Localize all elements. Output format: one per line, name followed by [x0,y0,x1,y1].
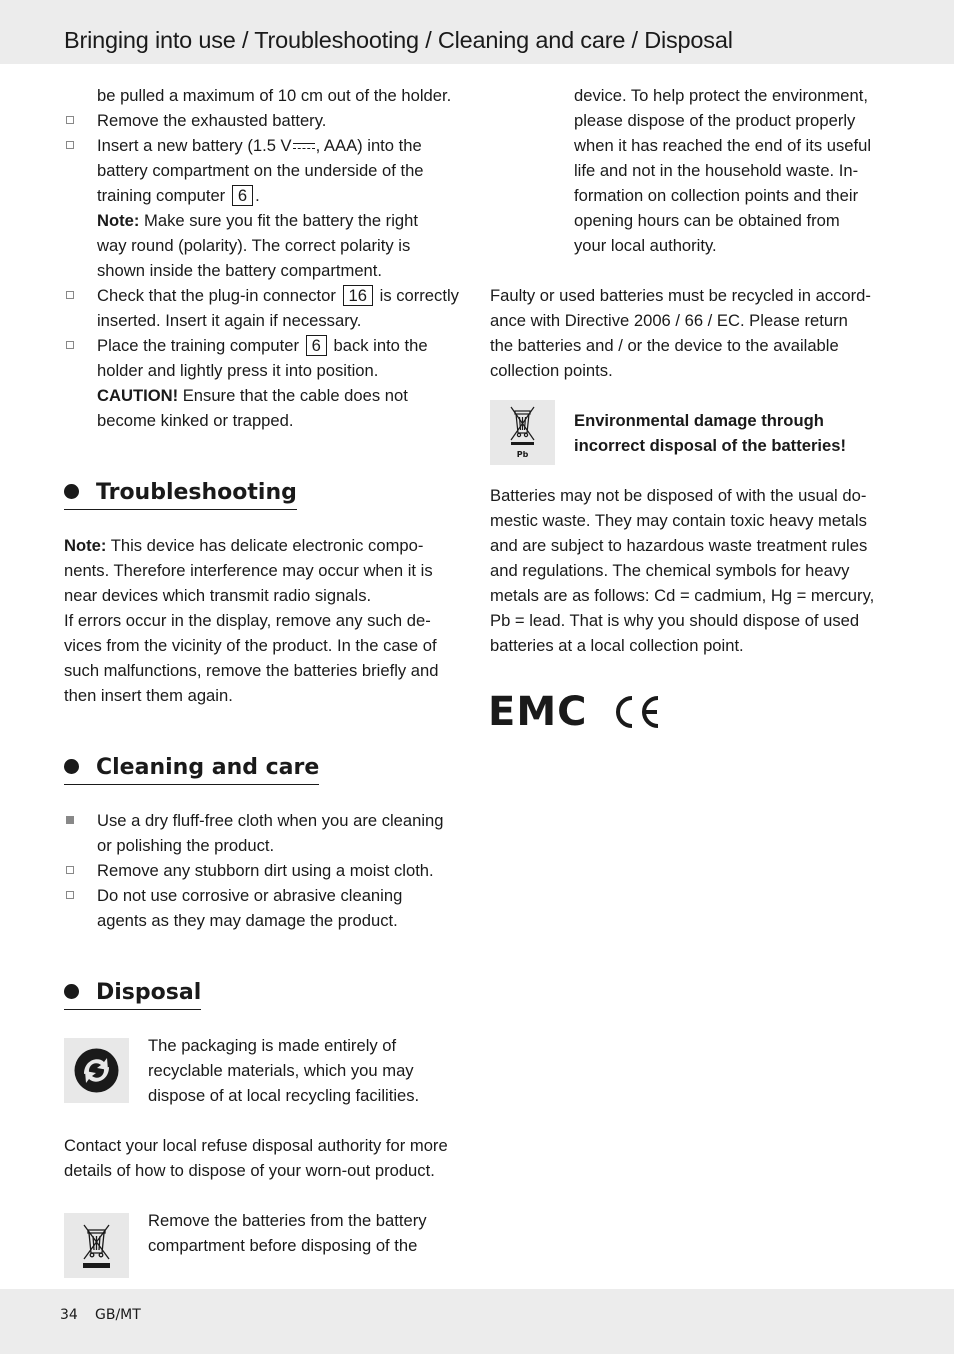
page-number: 34 [60,1307,78,1323]
section-bullet-icon [64,759,79,774]
emc-logo: EMC [488,689,588,735]
paragraph-line: Contact your local refuse disposal authority for more [64,1136,448,1155]
list-item [97,133,422,158]
paragraph-line: Faulty or used batteries must be recycled in accord- [490,286,871,305]
section-heading-troubleshooting [64,480,297,510]
note-text: This device has delicate electronic compo- [106,536,424,555]
paragraph-line: when it has reached the end of its useful [574,136,872,155]
page-title: Bringing into use / Troubleshooting / Cleaning and care / Disposal [64,27,733,53]
list-item: Remove the exhausted battery. [97,111,327,130]
paragraph-line: then insert them again. [64,686,233,705]
paragraph-line: If errors occur in the display, remove any such de- [64,611,431,630]
paragraph-line: the batteries and / or the device to the available [490,336,839,355]
paragraph-line: formation on collection points and their [574,186,859,205]
insert-text-b: , AAA) into the [315,136,422,155]
note-label: Note: [97,211,140,230]
check-text-a: Check that the plug-in connector [97,286,336,305]
paragraph-line: metals are as follows: Cd = cadmium, Hg = mercury, [490,586,875,605]
footer-bar [0,1289,954,1354]
paragraph-line: recyclable materials, which you may [148,1061,414,1080]
check-text-b: is correctly [379,286,459,305]
list-item: Use a dry fluff-free cloth when you are cleaning [97,811,444,830]
paragraph-line: Pb = lead. That is why you should dispose of used [490,611,860,630]
caution-text: Ensure that the cable does not [178,386,408,405]
paragraph-line: Remove the batteries from the battery [148,1211,427,1230]
insert-text-d: training computer [97,186,226,205]
paragraph-line: and regulations. The chemical symbols for heavy [490,561,850,580]
paragraph-line: nents. Therefore interference may occur when it is [64,561,433,580]
list-item: Do not use corrosive or abrasive cleaning [97,886,403,905]
list-item: Remove any stubborn dirt using a moist cloth. [97,861,434,880]
bullet-icon [66,866,74,874]
paragraph-line: mestic waste. They may contain toxic heavy metals [490,511,867,530]
paragraph-line: The packaging is made entirely of [148,1036,397,1055]
caution-label: CAUTION! [97,386,179,405]
paragraph-line: and are subject to hazardous waste treatment rules [490,536,868,555]
warning-line: Environmental damage through [574,411,824,430]
section-heading-cleaning [64,755,319,785]
paragraph-line: life and not in the household waste. In- [574,161,859,180]
list-item-cont: agents as they may damage the product. [97,911,398,930]
list-item [97,283,459,308]
list-item [97,333,428,358]
section-bullet-icon [64,984,79,999]
paragraph-line: details of how to dispose of your worn-out product. [64,1161,435,1180]
section-bullet-icon [64,484,79,499]
note-label: Note: [64,536,107,555]
bullet-icon [66,341,74,349]
paragraph-line: collection points. [490,361,613,380]
pb-label: Pb [516,450,529,459]
bullet-icon [66,291,74,299]
bullet-icon [66,891,74,899]
paragraph-line: Batteries may not be disposed of with the usual do- [490,486,867,505]
insert-text-a: Insert a new battery (1.5 V [97,136,292,155]
paragraph-line: such malfunctions, remove the batteries briefly and [64,661,439,680]
ce-mark-icon [612,694,664,730]
bullet-icon [66,141,74,149]
paragraph-line: near devices which transmit radio signals. [64,586,372,605]
reference-box: 6 [232,185,253,206]
place-text-c: holder and lightly press it into position. [97,361,379,380]
intro-line: be pulled a maximum of 10 cm out of the holder. [97,86,452,105]
note-text: way round (polarity). The correct polarity is [97,236,411,255]
country-code: GB/MT [95,1307,141,1323]
header-bar [0,0,954,64]
place-text-a: Place the training computer [97,336,300,355]
paragraph-line: opening hours can be obtained from [574,211,840,230]
section-heading-text: Cleaning and care [96,755,320,780]
paragraph-line: please dispose of the product properly [574,111,856,130]
paragraph-line: compartment before disposing of the [148,1236,418,1255]
paragraph-line: dispose of at local recycling facilities. [148,1086,420,1105]
paragraph-line: batteries at a local collection point. [490,636,744,655]
reference-box: 16 [343,285,373,306]
section-heading-text: Troubleshooting [96,480,297,505]
paragraph-line: ance with Directive 2006 / 66 / EC. Please return [490,311,848,330]
filled-bullet-icon [66,816,74,824]
section-heading-text: Disposal [96,980,202,1005]
caution-text: become kinked or trapped. [97,411,294,430]
recycling-icon [64,1038,129,1103]
check-text-c: inserted. Insert it again if necessary. [97,311,362,330]
insert-text-c: battery compartment on the underside of the [97,161,424,180]
direct-current-icon [292,141,316,153]
note-text: Make sure you fit the battery the right [139,211,418,230]
note-text: shown inside the battery compartment. [97,261,383,280]
battery-disposal-icon [490,400,555,465]
paragraph-line: your local authority. [574,236,717,255]
paragraph-line: vices from the vicinity of the product. In the case of [64,636,437,655]
note-line [97,208,418,233]
warning-line: incorrect disposal of the batteries! [574,436,847,455]
reference-box: 6 [306,335,327,356]
wheelie-bin-crossed-icon [64,1213,129,1278]
section-heading-disposal [64,980,201,1010]
paragraph-line: device. To help protect the environment, [574,86,868,105]
paragraph-line [64,533,423,558]
period: . [255,186,260,205]
place-text-b: back into the [333,336,428,355]
caution-line [97,383,408,408]
bullet-icon [66,116,74,124]
list-item-cont: or polishing the product. [97,836,275,855]
list-item [97,183,260,208]
